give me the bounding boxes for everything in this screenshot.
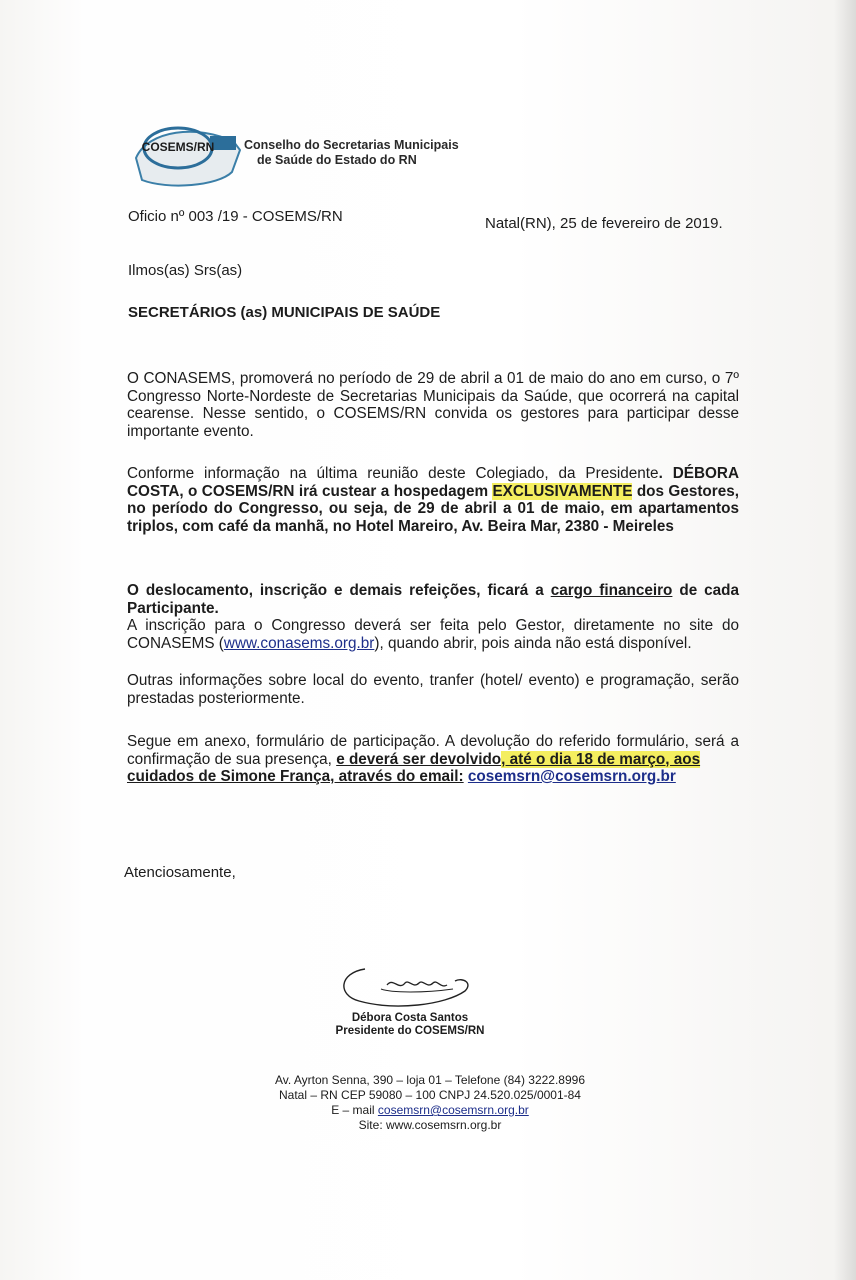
lodging-details: dos Gestores, no período do Congresso, ou seja, de 29 de abril a 01 de maio, em apartamentos triplos, com café da manhã, no Hotel Mareiro, Av. Beira Mar, 2380 - Meireles (127, 482, 739, 535)
contact-email-link[interactable]: cosemsrn@cosemsrn.org.br (467, 768, 676, 785)
paragraph-lodging (127, 465, 739, 535)
org-name-line1: Conselho do Secretarias Municipais (244, 138, 459, 152)
letterhead-footer (230, 1073, 630, 1133)
costs-participant: de cada Participante. (127, 582, 740, 617)
signer-title: Presidente do COSEMS/RN (335, 1025, 485, 1037)
lodging-president: . DÉBORA COSTA, o COSEMS/RN irá custear a hospedagem (127, 465, 739, 500)
logo-text: COSEMS/RN (141, 140, 215, 154)
letter-date: Natal(RN), 25 de fevereiro de 2019. (485, 215, 723, 232)
paragraph-costs (127, 582, 739, 652)
salutation: Ilmos(as) Srs(as) (128, 262, 243, 279)
cosems-logo (128, 120, 246, 194)
oficio-number: Oficio nº 003 /19 - COSEMS/RN (128, 208, 343, 225)
conasems-link[interactable]: www.conasems.org.br (223, 634, 375, 652)
registration-text-end: ), quando abrir, pois ainda não está disponível. (374, 634, 692, 652)
handwritten-signature (335, 955, 475, 1017)
page-edge-shadow (834, 0, 856, 1280)
footer-email-label: E – mail (331, 1103, 378, 1117)
signer-name: Débora Costa Santos (351, 1012, 469, 1024)
org-name-line2: de Saúde do Estado do RN (257, 153, 417, 167)
paragraph-invitation: O CONASEMS, promoverá no período de 29 de abril a 01 de maio do ano em curso, o 7º Congresso Norte-Nordeste de Secretarias Municipais da Saúde, que ocorrerá na capital cearense. Nesse sentido, o COSEMS/RN convida os gestores para participar desse importante evento. (127, 370, 739, 440)
closing-salutation: Atenciosamente, (124, 864, 236, 881)
recipients-heading: SECRETÁRIOS (as) MUNICIPAIS DE SAÚDE (128, 304, 441, 321)
lodging-intro: Conforme informação na última reunião deste Colegiado, da Presidente (127, 465, 659, 482)
footer-email-link[interactable]: cosemsrn@cosemsrn.org.br (377, 1103, 529, 1117)
footer-site: Site: www.cosemsrn.org.br (358, 1118, 502, 1132)
paragraph-form-return (127, 733, 739, 786)
paragraph-further-info: Outras informações sobre local do evento, tranfer (hotel/ evento) e programação, serão prestadas posteriormente. (127, 672, 739, 707)
form-return-required: e deverá ser devolvido (336, 750, 502, 768)
footer-address: Av. Ayrton Senna, 390 – loja 01 – Telefone (84) 3222.8996 (274, 1073, 586, 1087)
footer-email-line (230, 1103, 630, 1118)
organization-name (244, 138, 459, 168)
costs-intro: O deslocamento, inscrição e demais refeições, ficará a (127, 582, 551, 599)
form-return-intro: Segue em anexo, formulário de participação. A devolução do referido formulário, será a confirmação de sua presença, (127, 733, 739, 768)
footer-city-cep-cnpj: Natal – RN CEP 59080 – 100 CNPJ 24.520.025/0001-84 (279, 1088, 581, 1102)
lodging-exclusive: EXCLUSIVAMENTE (492, 482, 633, 500)
costs-financial: cargo financeiro (550, 582, 673, 599)
form-return-contact: cuidados de Simone França, através do email: (127, 768, 464, 785)
signer-block (310, 1012, 510, 1038)
form-return-deadline: , até o dia 18 de março, aos (501, 750, 701, 768)
registration-text: A inscrição para o Congresso deverá ser feita pelo Gestor, diretamente no site do CONASEMS ( (127, 617, 739, 652)
